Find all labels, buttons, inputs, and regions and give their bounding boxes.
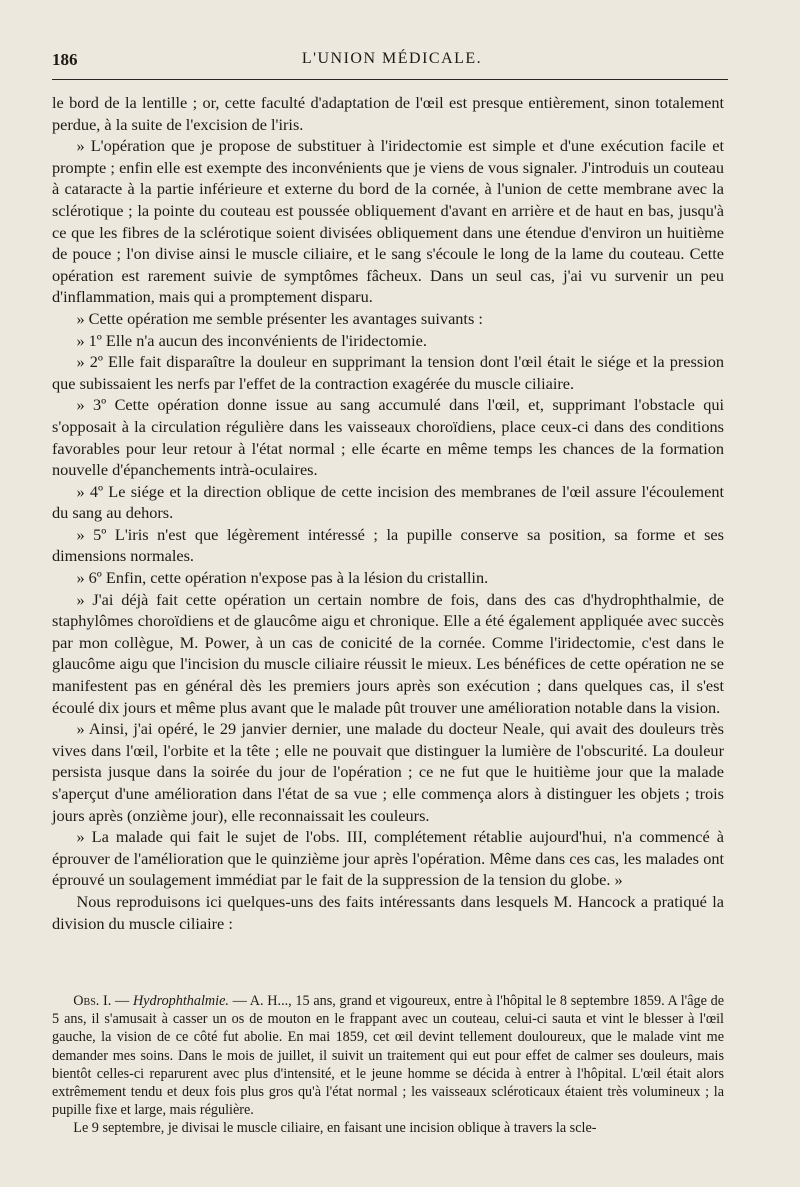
main-text xyxy=(52,92,724,934)
paragraph: » 2º Elle fait disparaître la douleur en supprimant la tension dont l'œil était le siége et la pression que subissaient les nerfs par l'effet de la contraction exagérée du muscle ciliaire. xyxy=(52,352,724,393)
paragraph: » 6º Enfin, cette opération n'expose pas à la lésion du cristallin. xyxy=(76,568,489,588)
paragraph: Nous reproduisons ici quelques-uns des faits intéressants dans lesquels M. Hancock a pratiqué la division du muscle ciliaire : xyxy=(52,891,724,933)
paragraph: » Cette opération me semble présenter les avantages suivants : xyxy=(76,308,483,328)
paragraph: » 1º Elle n'a aucun des inconvénients de l'iridectomie. xyxy=(76,330,427,350)
observation-label: Obs. I. xyxy=(73,993,112,1009)
paragraph: » 4º Le siége et la direction oblique de cette incision des membranes de l'œil assure l'écoulement du sang au dehors. xyxy=(52,481,724,523)
observation-dash: — xyxy=(111,993,133,1009)
observation-title: Hydrophthalmie. xyxy=(132,993,229,1009)
header-rule xyxy=(52,79,728,80)
paragraph: » J'ai déjà fait cette opération un certain nombre de fois, dans des cas d'hydrophthalmie, de staphylômes choroïdiens et de glaucôme aigu et chronique. Elle a été également appliquée avec succès par mon collègue, M. Power, à un cas de conicité de la cornée. Comme l'iridectomie, c'est dans le glaucôme aigu que l'incision du muscle ciliaire réussit le mieux. Les bénéfices de cette opération ne se manifestent pas en général dès les premiers jours après son exécution ; dans quelques cas, il s'est écoulé dix jours et même plus avant que le malade pût trouver une amélioration notable dans la vision. xyxy=(52,589,724,717)
observation-text: — A. H..., 15 ans, grand et vigoureux, entre à l'hôpital le 8 septembre 1859. A l'âge de 5 ans, il s'amusait à casser un os de mouton en le frappant avec un couteau, celui-ci sauta et vint le blesser à l'œil gauche, la vision de ce côté fut abolie. En mai 1859, cet œil devint tellement douloureux, que le malade vint me demander mes soins. Dans le mois de juillet, il suivit un traitement qui eut pour effet de calmer ses douleurs, mais bientôt celles-ci reparurent avec plus d'intensité, et le jeune homme se décida à entrer à l'hôpital. L'œil était alors extrêmement tendu et deux fois plus gros qu'à l'état normal ; les vaisseaux scléroticaux étaient très volumineux ; la pupille fixe et large, mais régulière. xyxy=(52,993,725,1119)
page-number: 186 xyxy=(52,50,78,69)
paragraph: le bord de la lentille ; or, cette faculté d'adaptation de l'œil est presque entièrement, sinon totalement perdue, à la suite de l'excision de l'iris. xyxy=(52,93,724,134)
observation-block xyxy=(52,992,724,1138)
observation-last-line: Le 9 septembre, je divisai le muscle ciliaire, en faisant une incision oblique à travers la scle- xyxy=(73,1120,597,1137)
observation-paragraph xyxy=(52,992,724,1119)
paragraph: » 5º L'iris n'est que légèrement intéressé ; la pupille conserve sa position, sa forme et ses dimensions normales. xyxy=(52,524,724,566)
paragraph: » Ainsi, j'ai opéré, le 29 janvier dernier, une malade du docteur Neale, qui avait des douleurs très vives dans l'œil, l'orbite et la tête ; elle ne pouvait que distinguer la lumière de l'obscurité. La douleur persista jusque dans la soirée du jour de l'opération ; ce ne fut que le huitième jour que la malade s'aperçut d'une amélioration dans l'état de sa vue ; elle commença alors à distinguer les objets ; trois jours après (onzième jour), elle reconnaissait les couleurs. xyxy=(52,719,724,825)
running-title: L'UNION MÉDICALE. xyxy=(301,50,483,67)
page-header xyxy=(52,48,732,76)
paragraph: » La malade qui fait le sujet de l'obs. III, complétement rétablie aujourd'hui, n'a commencé à éprouver de l'amélioration que le quinzième jour après l'opération. Même dans ces cas, les malades ont éprouvé un soulagement immédiat par le fait de la suppression de la tension du globe. » xyxy=(52,827,724,890)
paragraph: » 3º Cette opération donne issue au sang accumulé dans l'œil, et, supprimant l'obstacle qui s'opposait à la circulation régulière dans les vaisseaux choroïdiens, place ceux-ci dans des conditions favorables pour leur retour à l'état normal ; elle écarte en même temps les chances de la formation nouvelle d'épanchements intrà-oculaires. xyxy=(52,395,724,480)
paragraph: » L'opération que je propose de substituer à l'iridectomie est simple et d'une exécution facile et prompte ; enfin elle est exempte des inconvénients que je viens de vous signaler. J'introduis un couteau à cataracte à la partie inférieure et externe du bord de la cornée, à l'union de cette membrane avec la sclérotique ; la pointe du couteau est poussée obliquement d'avant en arrière et de haut en bas, jusqu'à ce que les fibres de la sclérotique soient divisées obliquement dans une étendue d'environ un huitième de pouce ; l'on divise ainsi le muscle ciliaire, et le sang s'écoule le long de la lame du couteau. Cette opération est rarement suivie de symptômes fâcheux. Dans un seul cas, j'ai vu survenir un peu d'inflammation, mais qui a promptement disparu. xyxy=(52,136,724,307)
